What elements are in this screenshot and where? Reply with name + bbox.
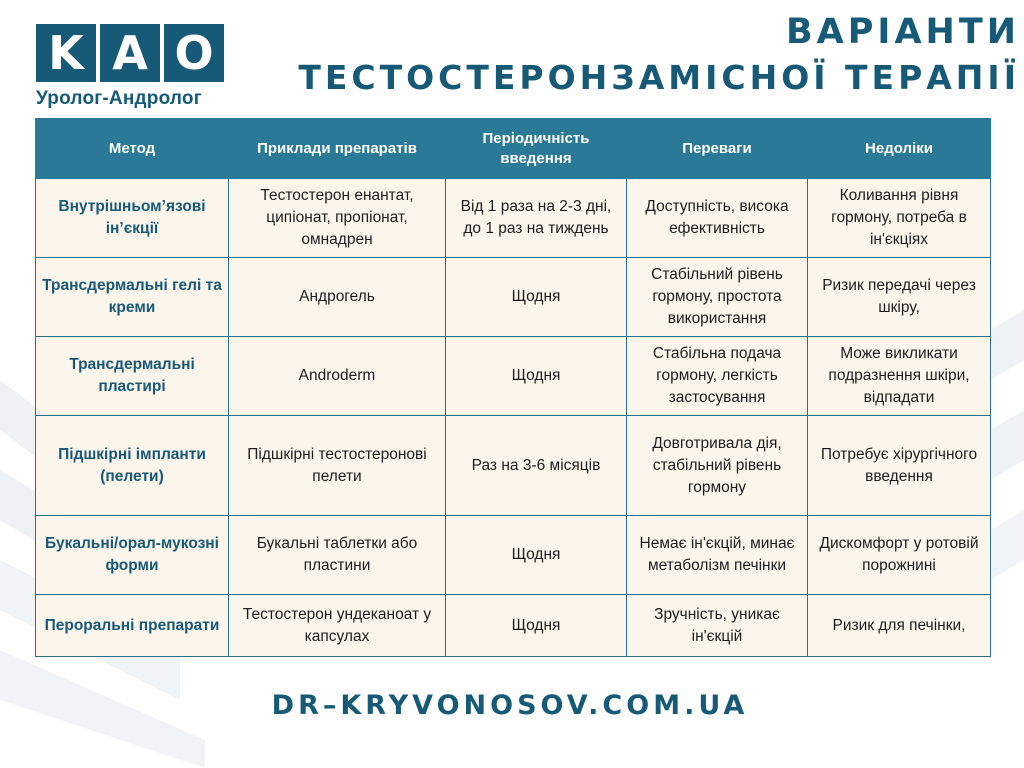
column-header-examples: Приклади препаратів	[229, 119, 446, 179]
table-header-row	[36, 119, 991, 179]
cell-disadvantages: Ризик передачі через шкіру,	[808, 258, 991, 337]
logo	[36, 24, 224, 110]
logo-letter-a: A	[100, 24, 160, 82]
table-row	[36, 258, 991, 337]
cell-examples: Androderm	[229, 337, 446, 416]
column-header-disadvantages: Недоліки	[808, 119, 991, 179]
footer	[0, 690, 1024, 721]
cell-frequency: Щодня	[446, 516, 627, 595]
cell-method: Букальні/орал-мукозні форми	[36, 516, 229, 595]
cell-examples: Букальні таблетки або пластини	[229, 516, 446, 595]
cell-advantages: Зручність, уникає ін'єкцій	[627, 595, 808, 657]
cell-disadvantages: Дискомфорт у ротовій порожнині	[808, 516, 991, 595]
cell-disadvantages: Ризик для печінки,	[808, 595, 991, 657]
cell-advantages: Доступність, висока ефективність	[627, 179, 808, 258]
table-row	[36, 416, 991, 516]
column-header-advantages: Переваги	[627, 119, 808, 179]
cell-advantages: Довготривала дія, стабільний рівень гормону	[627, 416, 808, 516]
cell-disadvantages: Може викликати подразнення шкіри, відпадати	[808, 337, 991, 416]
title-line-1: ВАРІАНТИ	[786, 12, 1020, 52]
page-title	[298, 10, 1020, 100]
cell-examples: Тестостерон ундеканоат у капсулах	[229, 595, 446, 657]
title-line-2: ТЕСТОСТЕРОНЗАМІСНОЇ ТЕРАПІЇ	[298, 58, 1020, 97]
cell-disadvantages: Потребує хірургічного введення	[808, 416, 991, 516]
cell-disadvantages: Коливання рівня гормону, потреба в ін'єкціях	[808, 179, 991, 258]
table-row	[36, 516, 991, 595]
cell-examples: Підшкірні тестостеронові пелети	[229, 416, 446, 516]
logo-letters	[36, 24, 224, 82]
table-row	[36, 179, 991, 258]
cell-frequency: Від 1 раза на 2-3 дні, до 1 раз на тиждень	[446, 179, 627, 258]
table-row	[36, 337, 991, 416]
cell-examples: Андрогель	[229, 258, 446, 337]
column-header-frequency: Періодичність введення	[446, 119, 627, 179]
cell-frequency: Щодня	[446, 337, 627, 416]
cell-frequency: Раз на 3-6 місяців	[446, 416, 627, 516]
cell-method: Підшкірні імпланти (пелети)	[36, 416, 229, 516]
cell-advantages: Стабільна подача гормону, легкість застосування	[627, 337, 808, 416]
therapy-table-container	[35, 118, 990, 657]
column-header-method: Метод	[36, 119, 229, 179]
table-row	[36, 595, 991, 657]
cell-method: Трансдермальні гелі та креми	[36, 258, 229, 337]
cell-advantages: Немає ін'єкцій, минає метаболізм печінки	[627, 516, 808, 595]
cell-method: Трансдермальні пластирі	[36, 337, 229, 416]
cell-method: Внутрішньом’язові ін’єкції	[36, 179, 229, 258]
website-link[interactable]: DR–KRYVONOSOV.COM.UA	[271, 690, 749, 721]
logo-letter-o: O	[164, 24, 224, 82]
therapy-table	[35, 118, 991, 657]
logo-letter-k: K	[36, 24, 96, 82]
cell-method: Пероральні препарати	[36, 595, 229, 657]
cell-frequency: Щодня	[446, 258, 627, 337]
logo-subtitle: Уролог-Андролог	[36, 88, 202, 109]
cell-advantages: Стабільний рівень гормону, простота використання	[627, 258, 808, 337]
cell-frequency: Щодня	[446, 595, 627, 657]
cell-examples: Тестостерон енантат, ципіонат, пропіонат, омнадрен	[229, 179, 446, 258]
